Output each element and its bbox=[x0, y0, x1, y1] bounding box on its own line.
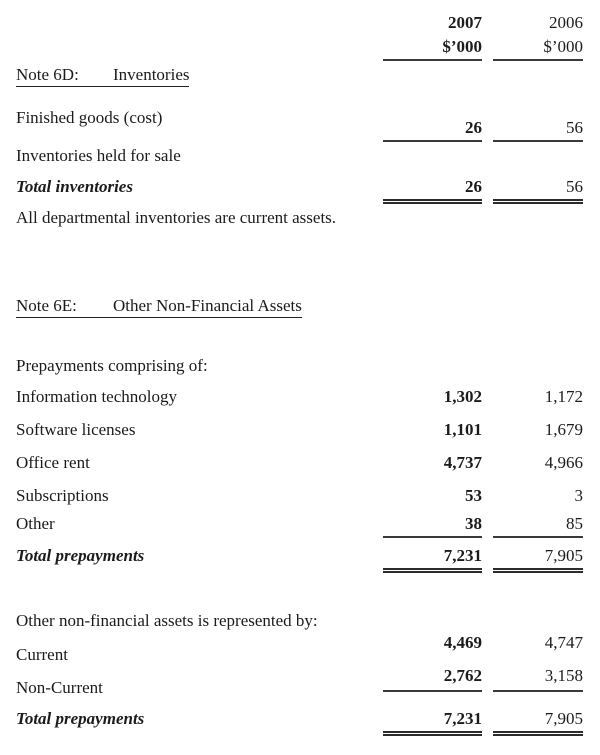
table-row-total-prepayments bbox=[16, 545, 583, 573]
value-2006: 3,158 bbox=[493, 665, 583, 692]
row-label: Other bbox=[16, 514, 55, 533]
value-2007: 4,737 bbox=[443, 453, 482, 472]
note-6e-heading-line bbox=[16, 295, 583, 318]
year-header-2007: 2007 bbox=[448, 13, 482, 32]
value-2006: 1,679 bbox=[544, 420, 583, 439]
note-6e-prefix: Note 6E: bbox=[16, 296, 77, 315]
table-row-office-rent bbox=[16, 452, 583, 473]
value-2007: 1,101 bbox=[443, 420, 482, 439]
unit-header-row bbox=[16, 36, 583, 61]
row-label: Current bbox=[16, 645, 68, 664]
value-2007: 7,231 bbox=[383, 545, 482, 573]
value-2006: 85 bbox=[493, 513, 583, 538]
row-label: Total prepayments bbox=[16, 709, 145, 728]
row-label: Office rent bbox=[16, 453, 90, 472]
value-2006: 3 bbox=[574, 486, 583, 505]
row-label: Non-Current bbox=[16, 678, 103, 697]
value-2007: 4,469 bbox=[443, 633, 482, 652]
note-6e-title: Other Non-Financial Assets bbox=[113, 296, 302, 315]
unit-header-2007: $’000 bbox=[383, 36, 482, 61]
table-row-information-technology bbox=[16, 386, 583, 407]
table-row-other bbox=[16, 513, 583, 538]
prepayments-intro: Prepayments comprising of: bbox=[16, 356, 208, 375]
value-2006: 7,905 bbox=[493, 545, 583, 573]
value-2007: 26 bbox=[383, 176, 482, 204]
table-row-software-licenses bbox=[16, 419, 583, 440]
row-label: Finished goods (cost) bbox=[16, 108, 163, 127]
value-2006: 4,747 bbox=[544, 633, 583, 652]
table-row-finished-goods bbox=[16, 107, 583, 137]
value-2007: 7,231 bbox=[383, 708, 482, 736]
value-2006: 56 bbox=[493, 176, 583, 204]
value-2006: 4,966 bbox=[544, 453, 583, 472]
value-2007: 53 bbox=[465, 486, 482, 505]
row-label: Subscriptions bbox=[16, 486, 109, 505]
row-label: Software licenses bbox=[16, 420, 136, 439]
note-6d-title: Inventories bbox=[113, 65, 190, 84]
value-2006: 56 bbox=[493, 117, 583, 142]
value-2007: 38 bbox=[383, 513, 482, 538]
value-2006: 1,172 bbox=[544, 387, 583, 406]
note-6d-prefix: Note 6D: bbox=[16, 65, 79, 84]
value-2006: 7,905 bbox=[493, 708, 583, 736]
row-label: Total prepayments bbox=[16, 546, 145, 565]
table-row-current bbox=[16, 632, 583, 664]
row-label: Total inventories bbox=[16, 177, 133, 196]
represented-intro: Other non-financial assets is represented by: bbox=[16, 611, 318, 630]
row-label: Information technology bbox=[16, 387, 177, 406]
row-label: Inventories held for sale bbox=[16, 146, 181, 165]
note-6d-heading-line bbox=[16, 64, 583, 87]
note-6d-heading bbox=[16, 64, 189, 87]
year-header-row bbox=[16, 12, 583, 33]
table-row-inventories-held bbox=[16, 145, 583, 166]
table-row-total-inventories bbox=[16, 176, 583, 204]
table-row-total-prepayments-represented bbox=[16, 708, 583, 736]
unit-header-2006: $’000 bbox=[493, 36, 583, 61]
table-row-non-current bbox=[16, 665, 583, 697]
note-6e-heading bbox=[16, 295, 302, 318]
value-2007: 1,302 bbox=[443, 387, 482, 406]
value-2007: 2,762 bbox=[383, 665, 482, 692]
year-header-2006: 2006 bbox=[549, 13, 583, 32]
note-6d-footnote: All departmental inventories are current assets. bbox=[16, 208, 337, 227]
table-row-subscriptions bbox=[16, 485, 583, 506]
value-2007: 26 bbox=[383, 117, 482, 142]
